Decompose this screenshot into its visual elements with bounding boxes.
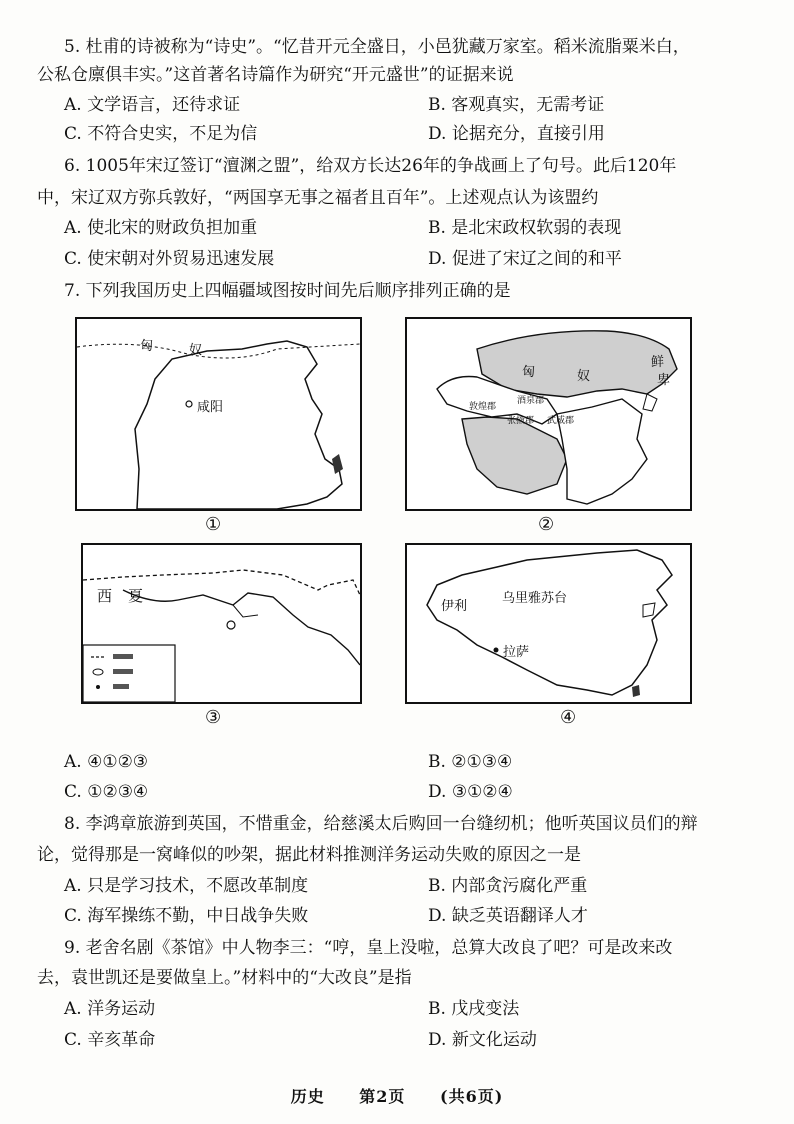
q7-option-c[interactable]: C. ①②③④	[64, 782, 149, 802]
q8-stem-line1: 8. 李鸿章旅游到英国，不惜重金，给慈溪太后购回一台缝纫机；他听英国议员们的辩	[64, 814, 698, 834]
q9-option-c[interactable]: C. 辛亥革命	[64, 1030, 156, 1050]
q6-stem-line1: 6. 1005年宋辽签订“澶渊之盟”，给双方长达26年的争战画上了句号。此后120年	[64, 156, 677, 176]
q9-option-a[interactable]: A. 洋务运动	[64, 999, 156, 1019]
q8-stem-line2: 论，觉得那是一窝峰似的吵架，据此材料推测洋务运动失败的原因之一是	[37, 845, 581, 865]
map-2-label-xiong: 匈	[522, 365, 536, 380]
q6-option-b[interactable]: B. 是北宋政权软弱的表现	[428, 218, 622, 238]
q5-stem-line2: 公私仓廪俱丰实。”这首著名诗篇作为研究“开元盛世”的证据来说	[37, 65, 514, 85]
map-2-number: ②	[538, 514, 555, 535]
q8-option-d[interactable]: D. 缺乏英语翻译人才	[428, 906, 588, 926]
map-2-label-zhangye: 张掖郡	[507, 416, 535, 426]
map-1-label-nu: 奴	[189, 343, 203, 358]
q7-option-b[interactable]: B. ②①③④	[428, 752, 513, 772]
map-4-qing	[405, 543, 692, 704]
map-3-outline	[83, 545, 360, 702]
footer-page-number: 第2页	[359, 1087, 406, 1106]
map-1-qin	[75, 317, 362, 511]
map-2-label-nu: 奴	[577, 369, 591, 384]
q6-option-c[interactable]: C. 使宋朝对外贸易迅速发展	[64, 249, 275, 269]
map-3-number: ③	[205, 707, 222, 728]
map-3-label-xia: 夏	[128, 587, 144, 605]
map-4-label-yili: 伊利	[441, 599, 468, 614]
q9-option-b[interactable]: B. 戊戌变法	[428, 999, 520, 1019]
q6-option-a[interactable]: A. 使北宋的财政负担加重	[64, 218, 258, 238]
q7-option-d[interactable]: D. ③①②④	[428, 782, 513, 802]
q5-option-b[interactable]: B. 客观真实，无需考证	[428, 95, 605, 115]
map-4-number: ④	[560, 707, 577, 728]
map-1-label-xiong: 匈	[140, 339, 154, 354]
q9-stem-line2: 去，袁世凯还是要做皇上。”材料中的“大改良”是指	[37, 968, 412, 988]
q9-stem-line1: 9. 老舍名剧《茶馆》中人物李三：“哼，皇上没啦，总算大改良了吧？可是改来改	[64, 938, 673, 958]
q9-option-d[interactable]: D. 新文化运动	[428, 1030, 537, 1050]
map-2-han	[405, 317, 692, 511]
q7-stem: 7. 下列我国历史上四幅疆域图按时间先后顺序排列正确的是	[64, 281, 511, 301]
map-4-outline	[407, 545, 690, 702]
map-3-song	[81, 543, 362, 704]
map-2-label-xian: 鲜	[651, 355, 665, 370]
footer-subject: 历史	[290, 1087, 325, 1106]
q5-option-a[interactable]: A. 文学语言，还待求证	[64, 95, 241, 115]
q8-option-a[interactable]: A. 只是学习技术，不愿改革制度	[64, 876, 309, 896]
q7-option-a[interactable]: A. ④①②③	[64, 752, 149, 772]
q6-option-d[interactable]: D. 促进了宋辽之间的和平	[428, 249, 622, 269]
map-2-label-dunhuang: 敦煌郡	[469, 402, 497, 412]
map-1-label-xianyang: 咸阳	[197, 400, 224, 415]
map-2-label-bei: 卑	[657, 373, 671, 388]
q5-stem-line1: 5. 杜甫的诗被称为“诗史”。“忆昔开元全盛日，小邑犹藏万家室。稻米流脂粟米白，	[64, 37, 690, 57]
map-3-label-xi: 西	[97, 587, 113, 605]
map-2-label-wuwei: 武威郡	[547, 416, 575, 426]
q8-option-b[interactable]: B. 内部贪污腐化严重	[428, 876, 588, 896]
q6-stem-line2: 中，宋辽双方弥兵敦好，“两国享无事之福者且百年”。上述观点认为该盟约	[37, 188, 599, 208]
page-footer	[0, 1084, 794, 1107]
footer-total-pages: (共6页)	[440, 1087, 504, 1106]
map-4-label-lasa: 拉萨	[503, 645, 530, 660]
map-4-label-wuliyasutai: 乌里雅苏台	[502, 591, 568, 606]
map-1-number: ①	[205, 514, 222, 535]
q5-option-c[interactable]: C. 不符合史实，不足为信	[64, 124, 258, 144]
q8-option-c[interactable]: C. 海军操练不勤，中日战争失败	[64, 906, 309, 926]
q5-option-d[interactable]: D. 论据充分，直接引用	[428, 124, 605, 144]
map-2-label-jiuquan: 酒泉郡	[517, 396, 545, 406]
